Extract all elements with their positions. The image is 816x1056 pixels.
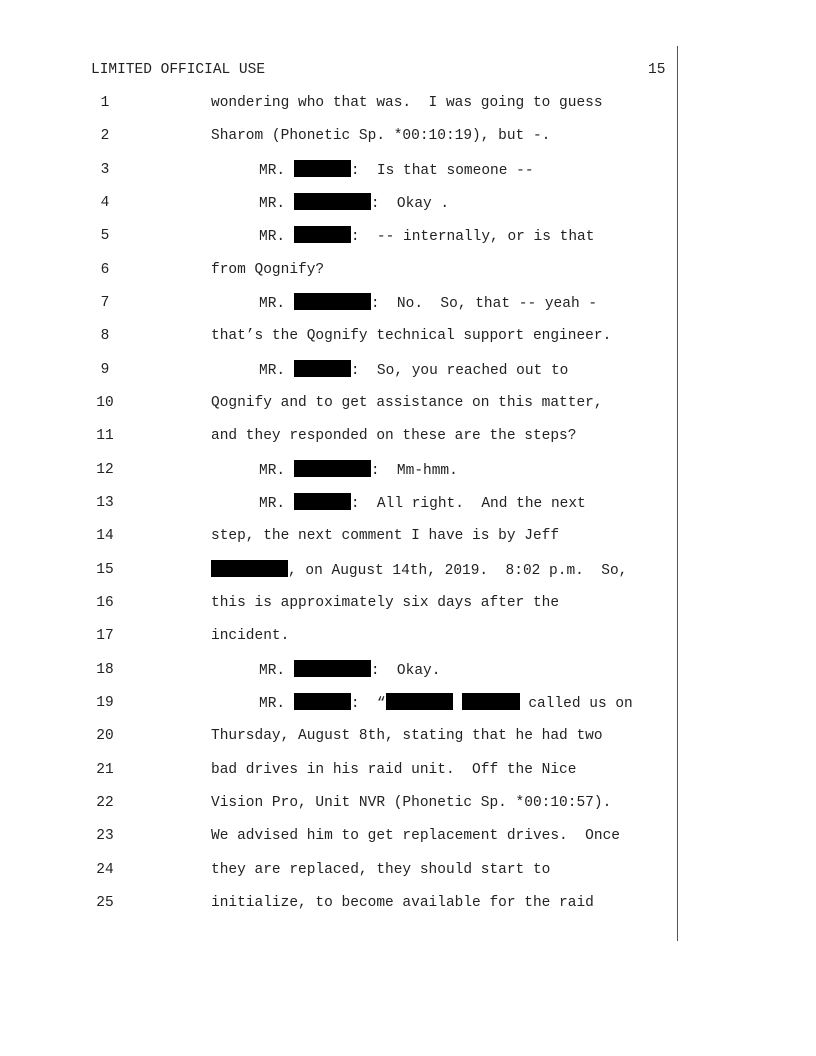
speaker-line — [259, 160, 534, 181]
redaction-block — [294, 460, 371, 477]
transcript-line — [0, 193, 816, 213]
line-text: step, the next comment I have is by Jeff — [211, 528, 560, 544]
transcript-line — [0, 893, 816, 913]
speaker-line — [259, 193, 449, 214]
transcript-line — [0, 526, 816, 546]
redaction-block — [294, 693, 351, 710]
transcript-line — [0, 360, 816, 380]
line-text: wondering who that was. I was going to guess — [211, 95, 603, 111]
speaker-prefix: MR. — [259, 496, 294, 512]
redaction-block — [294, 193, 371, 210]
transcript-line — [0, 426, 816, 446]
speaker-prefix: MR. — [259, 196, 294, 212]
line-number: 18 — [96, 662, 114, 678]
line-number: 16 — [96, 595, 114, 611]
line-number: 15 — [96, 562, 114, 578]
line-text: : Is that someone -- — [350, 163, 534, 179]
speaker-line — [211, 560, 627, 581]
line-number: 17 — [96, 628, 114, 644]
line-text: called us on — [519, 696, 633, 712]
transcript-line — [0, 793, 816, 813]
line-number: 4 — [100, 195, 110, 211]
line-text: initialize, to become available for the raid — [211, 895, 594, 911]
transcript-line — [0, 726, 816, 746]
speaker-prefix: MR. — [259, 463, 294, 479]
line-number: 25 — [96, 895, 114, 911]
transcript-line — [0, 593, 816, 613]
transcript-line — [0, 226, 816, 246]
line-number: 24 — [96, 862, 114, 878]
line-number: 19 — [96, 695, 114, 711]
line-text: : All right. And the next — [350, 496, 586, 512]
line-text: We advised him to get replacement drives. Once — [211, 828, 620, 844]
redaction-block — [462, 693, 520, 710]
speaker-prefix: MR. — [259, 663, 294, 679]
transcript-line — [0, 660, 816, 680]
line-number: 13 — [96, 495, 114, 511]
line-text: Qognify and to get assistance on this matter, — [211, 395, 603, 411]
speaker-line — [259, 660, 440, 681]
line-text: Thursday, August 8th, stating that he had two — [211, 728, 603, 744]
line-text: Vision Pro, Unit NVR (Phonetic Sp. *00:10:57). — [211, 795, 612, 811]
line-text: : “ — [350, 696, 386, 712]
speaker-line — [259, 293, 597, 314]
line-number: 11 — [96, 428, 114, 444]
line-text: : Okay . — [370, 196, 450, 212]
line-number: 1 — [100, 95, 110, 111]
line-text: incident. — [211, 628, 290, 644]
redaction-block — [294, 293, 371, 310]
redaction-block — [294, 360, 351, 377]
speaker-line — [259, 360, 568, 381]
transcript-line — [0, 560, 816, 580]
speaker-line — [259, 460, 458, 481]
classification-header: LIMITED OFFICIAL USE — [91, 62, 266, 78]
transcript-line — [0, 160, 816, 180]
redaction-block — [211, 560, 288, 577]
line-number: 10 — [96, 395, 114, 411]
line-text: that’s the Qognify technical support engineer. — [211, 328, 612, 344]
line-text: : Mm-hmm. — [370, 463, 458, 479]
line-text: , on August 14th, 2019. 8:02 p.m. So, — [288, 563, 628, 579]
speaker-line — [259, 693, 633, 714]
speaker-line — [259, 226, 594, 247]
transcript-line — [0, 626, 816, 646]
transcript-line — [0, 760, 816, 780]
line-number: 6 — [100, 262, 110, 278]
transcript-line — [0, 260, 816, 280]
transcript-line — [0, 693, 816, 713]
line-text: : Okay. — [370, 663, 441, 679]
line-number: 2 — [100, 128, 110, 144]
transcript-line — [0, 493, 816, 513]
redaction-block — [294, 226, 351, 243]
line-number: 23 — [96, 828, 114, 844]
transcript-line — [0, 826, 816, 846]
redaction-block — [294, 660, 371, 677]
line-number: 9 — [100, 362, 110, 378]
redaction-block — [386, 693, 453, 710]
line-text: Sharom (Phonetic Sp. *00:10:19), but -. — [211, 128, 551, 144]
transcript-line — [0, 293, 816, 313]
line-number: 8 — [100, 328, 110, 344]
transcript-line — [0, 326, 816, 346]
transcript-line — [0, 93, 816, 113]
line-number: 20 — [96, 728, 114, 744]
line-number: 22 — [96, 795, 114, 811]
transcript-line — [0, 393, 816, 413]
page-number: 15 — [648, 62, 666, 78]
line-text: they are replaced, they should start to — [211, 862, 551, 878]
speaker-line — [259, 493, 586, 514]
line-number: 21 — [96, 762, 114, 778]
transcript-line — [0, 860, 816, 880]
line-number: 14 — [96, 528, 114, 544]
line-text: : No. So, that -- yeah - — [370, 296, 598, 312]
transcript-line — [0, 460, 816, 480]
line-text: bad drives in his raid unit. Off the Nice — [211, 762, 577, 778]
line-text: : So, you reached out to — [350, 363, 569, 379]
line-text: and they responded on these are the steps? — [211, 428, 577, 444]
line-number: 12 — [96, 462, 114, 478]
transcript-line — [0, 126, 816, 146]
line-text: from Qognify? — [211, 262, 325, 278]
line-number: 7 — [100, 295, 110, 311]
line-text: this is approximately six days after the — [211, 595, 560, 611]
line-number: 5 — [100, 228, 110, 244]
redaction-block — [294, 160, 351, 177]
redaction-block — [294, 493, 351, 510]
line-number: 3 — [100, 162, 110, 178]
speaker-prefix: MR. — [259, 696, 294, 712]
speaker-prefix: MR. — [259, 363, 294, 379]
line-text: : -- internally, or is that — [350, 229, 595, 245]
speaker-prefix: MR. — [259, 229, 294, 245]
speaker-prefix: MR. — [259, 163, 294, 179]
speaker-prefix: MR. — [259, 296, 294, 312]
